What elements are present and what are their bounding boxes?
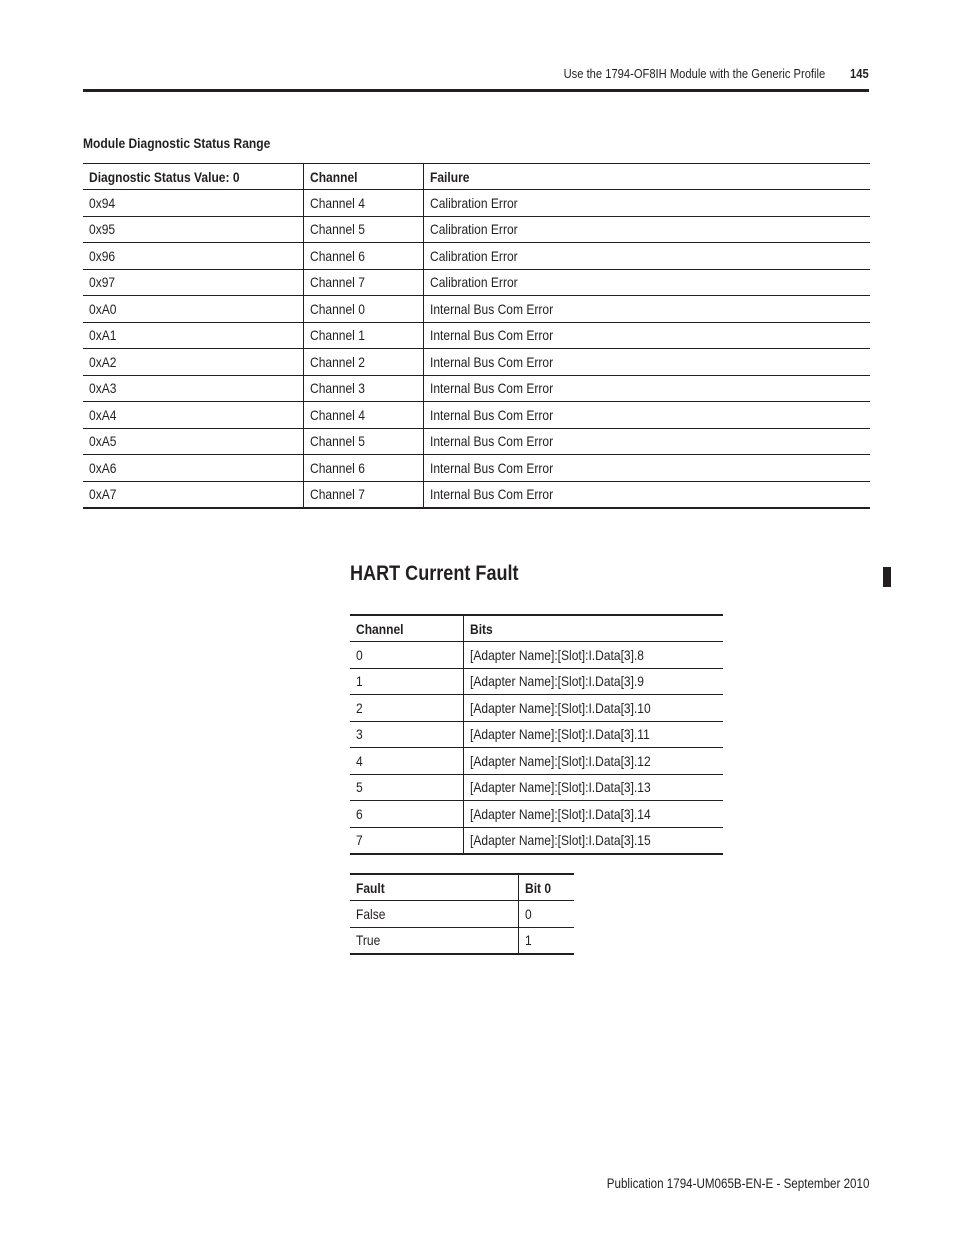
cell-text: Calibration Error: [429, 194, 518, 211]
cell-text: Channel 6: [309, 247, 365, 264]
table-cell: [303, 375, 423, 402]
table-cell: [518, 901, 574, 928]
table-cell: [350, 774, 463, 801]
table-row: [350, 774, 723, 801]
column-header-bit0: Bit 0: [518, 874, 574, 901]
cell-text: Channel 0: [309, 300, 365, 317]
cell-text: Internal Bus Com Error: [429, 406, 553, 423]
table-header-row: [350, 874, 574, 901]
cell-text: Channel 5: [309, 433, 365, 450]
table-cell: [423, 375, 870, 402]
table-cell: [463, 642, 723, 669]
cell-text: Internal Bus Com Error: [429, 380, 553, 397]
table-cell: [423, 428, 870, 455]
table-header-row: [350, 615, 723, 642]
table-cell: [303, 428, 423, 455]
column-header-failure: Failure: [423, 164, 870, 190]
table-row: [83, 322, 870, 349]
table-cell: [350, 827, 463, 854]
table-row: [83, 243, 870, 270]
cell-text: 0x95: [89, 221, 116, 238]
cell-text: [Adapter Name]:[Slot]:I.Data[3].9: [469, 673, 644, 690]
cell-text: 0xA2: [89, 353, 117, 370]
table-cell: [423, 269, 870, 296]
cell-text: 0x97: [89, 274, 116, 291]
cell-text: 0x96: [89, 247, 116, 264]
table-row: [350, 901, 574, 928]
table-row: [350, 668, 723, 695]
cell-text: Channel 4: [309, 406, 365, 423]
hart-current-fault-table: [350, 614, 723, 855]
cell-text: Channel 7: [309, 274, 365, 291]
cell-text: 5: [356, 779, 363, 796]
table-cell: [83, 322, 303, 349]
cell-text: Channel 7: [309, 486, 365, 503]
cell-text: 0xA1: [89, 327, 117, 344]
table-cell: [83, 349, 303, 376]
table-cell: [350, 721, 463, 748]
cell-text: 0: [356, 646, 363, 663]
header-rule: [83, 89, 869, 92]
table-cell: [83, 455, 303, 482]
table-row: [83, 216, 870, 243]
table-cell: [303, 216, 423, 243]
column-header-channel: Channel: [350, 615, 463, 642]
cell-text: [Adapter Name]:[Slot]:I.Data[3].14: [469, 805, 651, 822]
publication-footer: Publication 1794-UM065B-EN-E - September 2010: [606, 1176, 869, 1191]
cell-text: Channel 1: [309, 327, 365, 344]
change-bar: [883, 567, 891, 587]
table-cell: [83, 243, 303, 270]
cell-text: 1: [356, 673, 363, 690]
cell-text: Internal Bus Com Error: [429, 486, 553, 503]
cell-text: 4: [356, 752, 363, 769]
running-header: [83, 66, 869, 82]
cell-text: Channel 2: [309, 353, 365, 370]
table-cell: [423, 296, 870, 323]
table-cell: [463, 748, 723, 775]
table-cell: [303, 455, 423, 482]
table-cell: [83, 190, 303, 217]
table-cell: [350, 668, 463, 695]
table-cell: [303, 402, 423, 429]
cell-text: 1: [524, 932, 532, 949]
table-cell: [303, 322, 423, 349]
table-row: [83, 481, 870, 508]
cell-text: 0xA6: [89, 459, 117, 476]
table-row: [350, 748, 723, 775]
table-cell: [423, 216, 870, 243]
table-cell: [83, 428, 303, 455]
table-cell: [350, 695, 463, 722]
table-cell: [83, 402, 303, 429]
cell-text: Internal Bus Com Error: [429, 353, 553, 370]
table-caption: Module Diagnostic Status Range: [83, 135, 271, 151]
cell-text: True: [356, 932, 381, 949]
cell-text: [Adapter Name]:[Slot]:I.Data[3].13: [469, 779, 651, 796]
table-cell: [83, 269, 303, 296]
table-cell: [423, 481, 870, 508]
cell-text: [Adapter Name]:[Slot]:I.Data[3].12: [469, 752, 651, 769]
table-cell: [83, 481, 303, 508]
table-row: [350, 801, 723, 828]
fault-bit-table: [350, 873, 574, 955]
cell-text: Channel 3: [309, 380, 365, 397]
table-cell: [350, 642, 463, 669]
table-cell: [463, 668, 723, 695]
table-cell: [83, 375, 303, 402]
table-cell: [350, 901, 518, 928]
table-cell: [303, 269, 423, 296]
table-cell: [518, 927, 574, 954]
cell-text: 0: [524, 905, 532, 922]
table-row: [83, 269, 870, 296]
cell-text: [Adapter Name]:[Slot]:I.Data[3].15: [469, 832, 651, 849]
cell-text: [Adapter Name]:[Slot]:I.Data[3].11: [469, 726, 650, 743]
cell-text: [Adapter Name]:[Slot]:I.Data[3].8: [469, 646, 644, 663]
cell-text: Calibration Error: [429, 274, 518, 291]
cell-text: Internal Bus Com Error: [429, 300, 553, 317]
table-cell: [83, 216, 303, 243]
table-cell: [350, 801, 463, 828]
column-header-status-value: Diagnostic Status Value: 0: [83, 164, 303, 190]
table-row: [83, 349, 870, 376]
header-title: Use the 1794-OF8IH Module with the Generic Profile: [563, 66, 825, 81]
table-row: [83, 428, 870, 455]
cell-text: 2: [356, 699, 363, 716]
column-header-bits: Bits: [463, 615, 723, 642]
column-header-channel: Channel: [303, 164, 423, 190]
cell-text: Internal Bus Com Error: [429, 433, 553, 450]
table-cell: [303, 190, 423, 217]
table-cell: [423, 349, 870, 376]
table-cell: [303, 481, 423, 508]
table-cell: [303, 296, 423, 323]
cell-text: 0xA4: [89, 406, 117, 423]
table-cell: [463, 801, 723, 828]
cell-text: [Adapter Name]:[Slot]:I.Data[3].10: [469, 699, 651, 716]
table-row: [83, 375, 870, 402]
table-cell: [423, 322, 870, 349]
cell-text: Internal Bus Com Error: [429, 459, 553, 476]
table-row: [350, 927, 574, 954]
table-row: [350, 695, 723, 722]
table-row: [350, 721, 723, 748]
cell-text: 0xA7: [89, 486, 117, 503]
cell-text: 0xA0: [89, 300, 117, 317]
table-cell: [463, 721, 723, 748]
table-row: [83, 402, 870, 429]
diagnostic-status-table: [83, 163, 870, 509]
table-cell: [463, 774, 723, 801]
table-cell: [423, 455, 870, 482]
cell-text: False: [356, 905, 386, 922]
cell-text: Calibration Error: [429, 247, 518, 264]
table-row: [350, 827, 723, 854]
table-cell: [303, 243, 423, 270]
cell-text: Channel 4: [309, 194, 365, 211]
cell-text: 3: [356, 726, 363, 743]
table-cell: [83, 296, 303, 323]
table-cell: [463, 827, 723, 854]
table-header-row: [83, 164, 870, 190]
cell-text: 0xA3: [89, 380, 117, 397]
section-heading: HART Current Fault: [350, 562, 519, 585]
table-cell: [423, 243, 870, 270]
table-row: [83, 455, 870, 482]
cell-text: 6: [356, 805, 363, 822]
page-number: 145: [850, 66, 869, 81]
table-row: [83, 190, 870, 217]
cell-text: 0xA5: [89, 433, 117, 450]
cell-text: Channel 6: [309, 459, 365, 476]
table-row: [350, 642, 723, 669]
cell-text: Channel 5: [309, 221, 365, 238]
table-cell: [423, 190, 870, 217]
table-cell: [350, 748, 463, 775]
cell-text: Internal Bus Com Error: [429, 327, 553, 344]
cell-text: 7: [356, 832, 363, 849]
cell-text: 0x94: [89, 194, 116, 211]
table-cell: [423, 402, 870, 429]
table-cell: [463, 695, 723, 722]
cell-text: Calibration Error: [429, 221, 518, 238]
table-row: [83, 296, 870, 323]
column-header-fault: Fault: [350, 874, 518, 901]
table-cell: [350, 927, 518, 954]
table-cell: [303, 349, 423, 376]
